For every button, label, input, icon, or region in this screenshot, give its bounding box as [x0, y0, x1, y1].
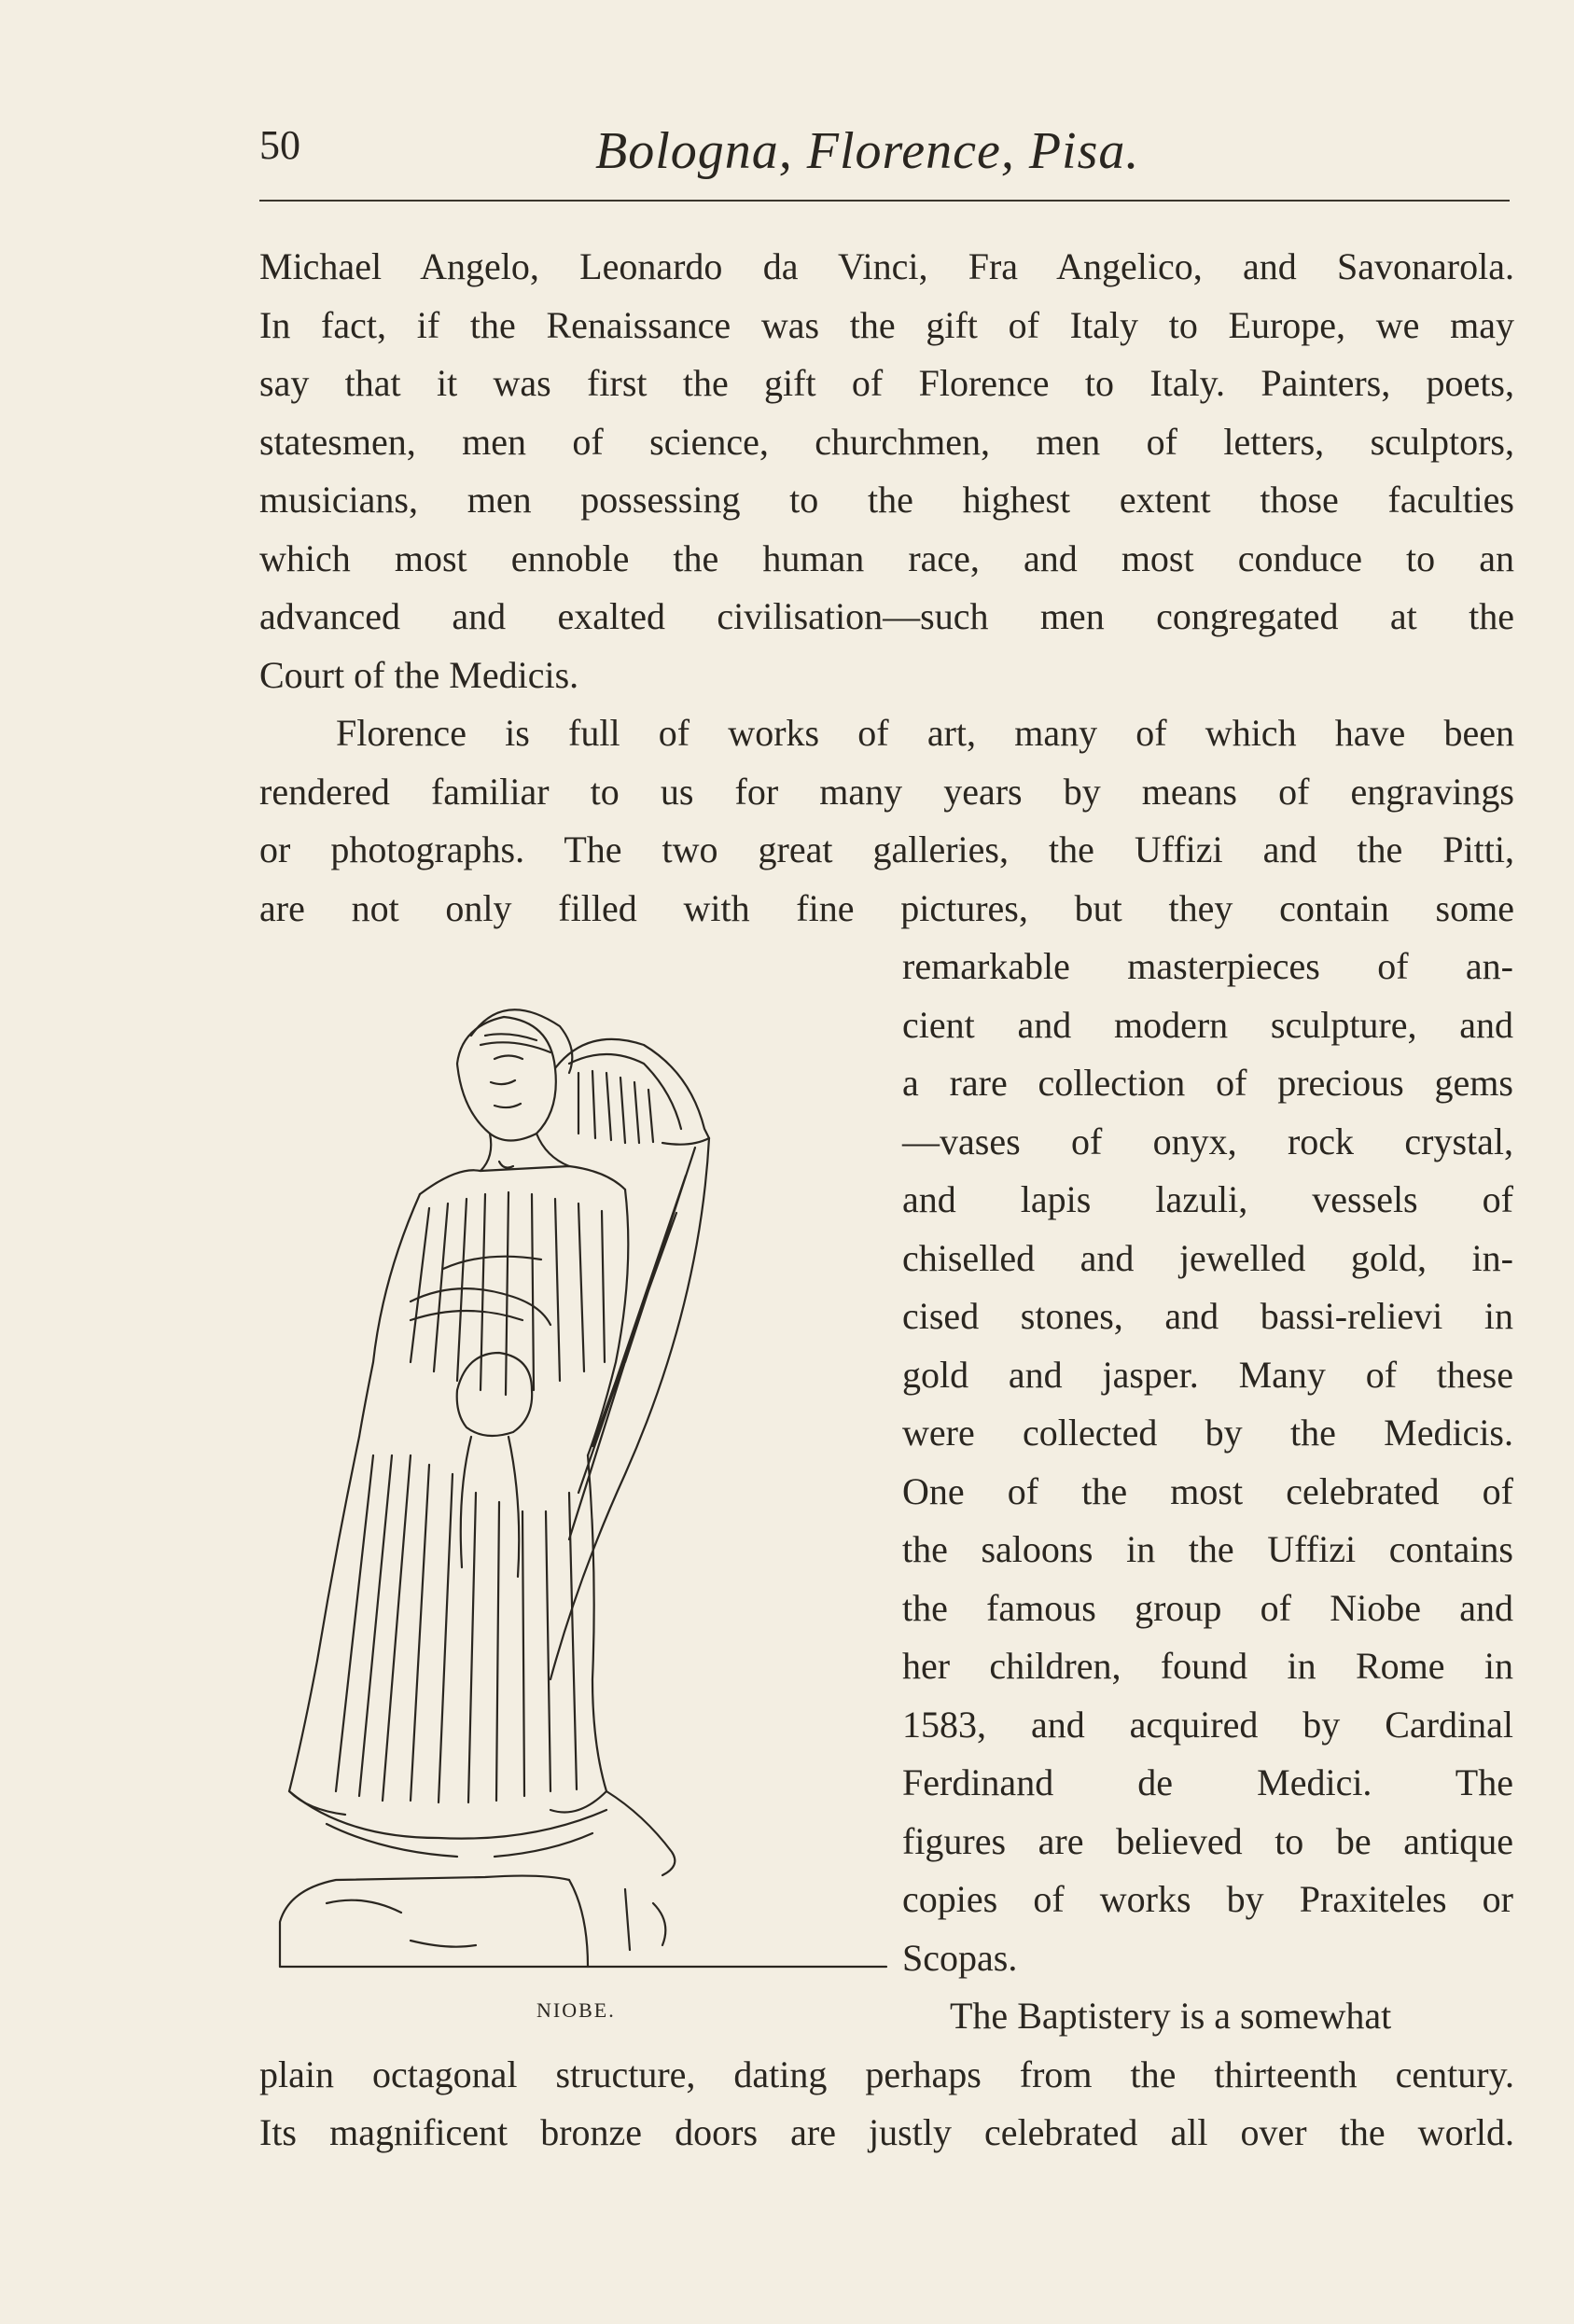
niobe-engraving — [271, 970, 914, 1978]
text-line: cised stones, and bassi-relievi in — [902, 1295, 1513, 1337]
page-number: 50 — [259, 122, 300, 168]
text-line: rendered familiar to us for many years by means of engravings — [259, 770, 1514, 813]
running-header — [259, 121, 1510, 187]
text-line: advanced and exalted civilisation—such men congregated at the — [259, 595, 1514, 637]
wrapped-text — [902, 938, 1513, 1987]
paragraph-1 — [259, 238, 1514, 704]
text-line: are not only filled with fine pictures, but they contain some — [259, 886, 1514, 929]
text-line: a rare collection of precious gems — [902, 1062, 1513, 1104]
text-line: musicians, men possessing to the highest extent those faculties — [259, 479, 1514, 521]
text-line: her children, found in Rome in — [902, 1645, 1513, 1687]
text-line: One of the most celebrated of — [902, 1469, 1513, 1512]
text-line: gold and jasper. Many of these — [902, 1353, 1513, 1396]
text-line: say that it was first the gift of Florence to Italy. Painters, poets, — [259, 362, 1514, 404]
text-line: —vases of onyx, rock crystal, — [902, 1120, 1513, 1162]
text-line: The Baptistery is a somewhat — [950, 1995, 1392, 2037]
text-line: Court of the Medicis. — [259, 653, 579, 696]
paragraph-3 — [259, 1987, 1514, 2163]
text-line: chiselled and jewelled gold, in- — [902, 1236, 1513, 1279]
text-line: Scopas. — [902, 1936, 1018, 1979]
text-line: which most ennoble the human race, and most conduce to an — [259, 536, 1514, 579]
text-line: 1583, and acquired by Cardinal — [902, 1703, 1513, 1746]
text-line: Michael Angelo, Leonardo da Vinci, Fra Angelico, and Savonarola. — [259, 245, 1514, 287]
text-line: the saloons in the Uffizi contains — [902, 1528, 1513, 1570]
text-line: plain octagonal structure, dating perhaps from the thirteenth century. — [259, 2053, 1514, 2095]
text-line: or photographs. The two great galleries, the Uffizi and the Pitti, — [259, 828, 1514, 870]
text-line: and lapis lazuli, vessels of — [902, 1178, 1513, 1220]
text-line: the famous group of Niobe and — [902, 1586, 1513, 1629]
text-line: Ferdinand de Medici. The — [902, 1761, 1513, 1803]
header-rule — [259, 200, 1510, 202]
text-line: copies of works by Praxiteles or — [902, 1878, 1513, 1920]
text-line: Its magnificent bronze doors are justly celebrated all over the world. — [259, 2111, 1514, 2153]
text-line: were collected by the Medicis. — [902, 1412, 1513, 1454]
text-line: figures are believed to be antique — [902, 1819, 1513, 1862]
text-line: remarkable masterpieces of an- — [902, 945, 1513, 987]
text-line: Florence is full of works of art, many of which have been — [336, 712, 1514, 754]
figure-caption: NIOBE. — [536, 1998, 616, 2022]
paragraph-2 — [259, 704, 1514, 938]
text-line: statesmen, men of science, churchmen, men of letters, sculptors, — [259, 420, 1514, 463]
text-line: In fact, if the Renaissance was the gift of Italy to Europe, we may — [259, 303, 1514, 346]
text-line: cient and modern sculpture, and — [902, 1003, 1513, 1046]
running-title: Bologna, Florence, Pisa. — [595, 122, 1140, 180]
